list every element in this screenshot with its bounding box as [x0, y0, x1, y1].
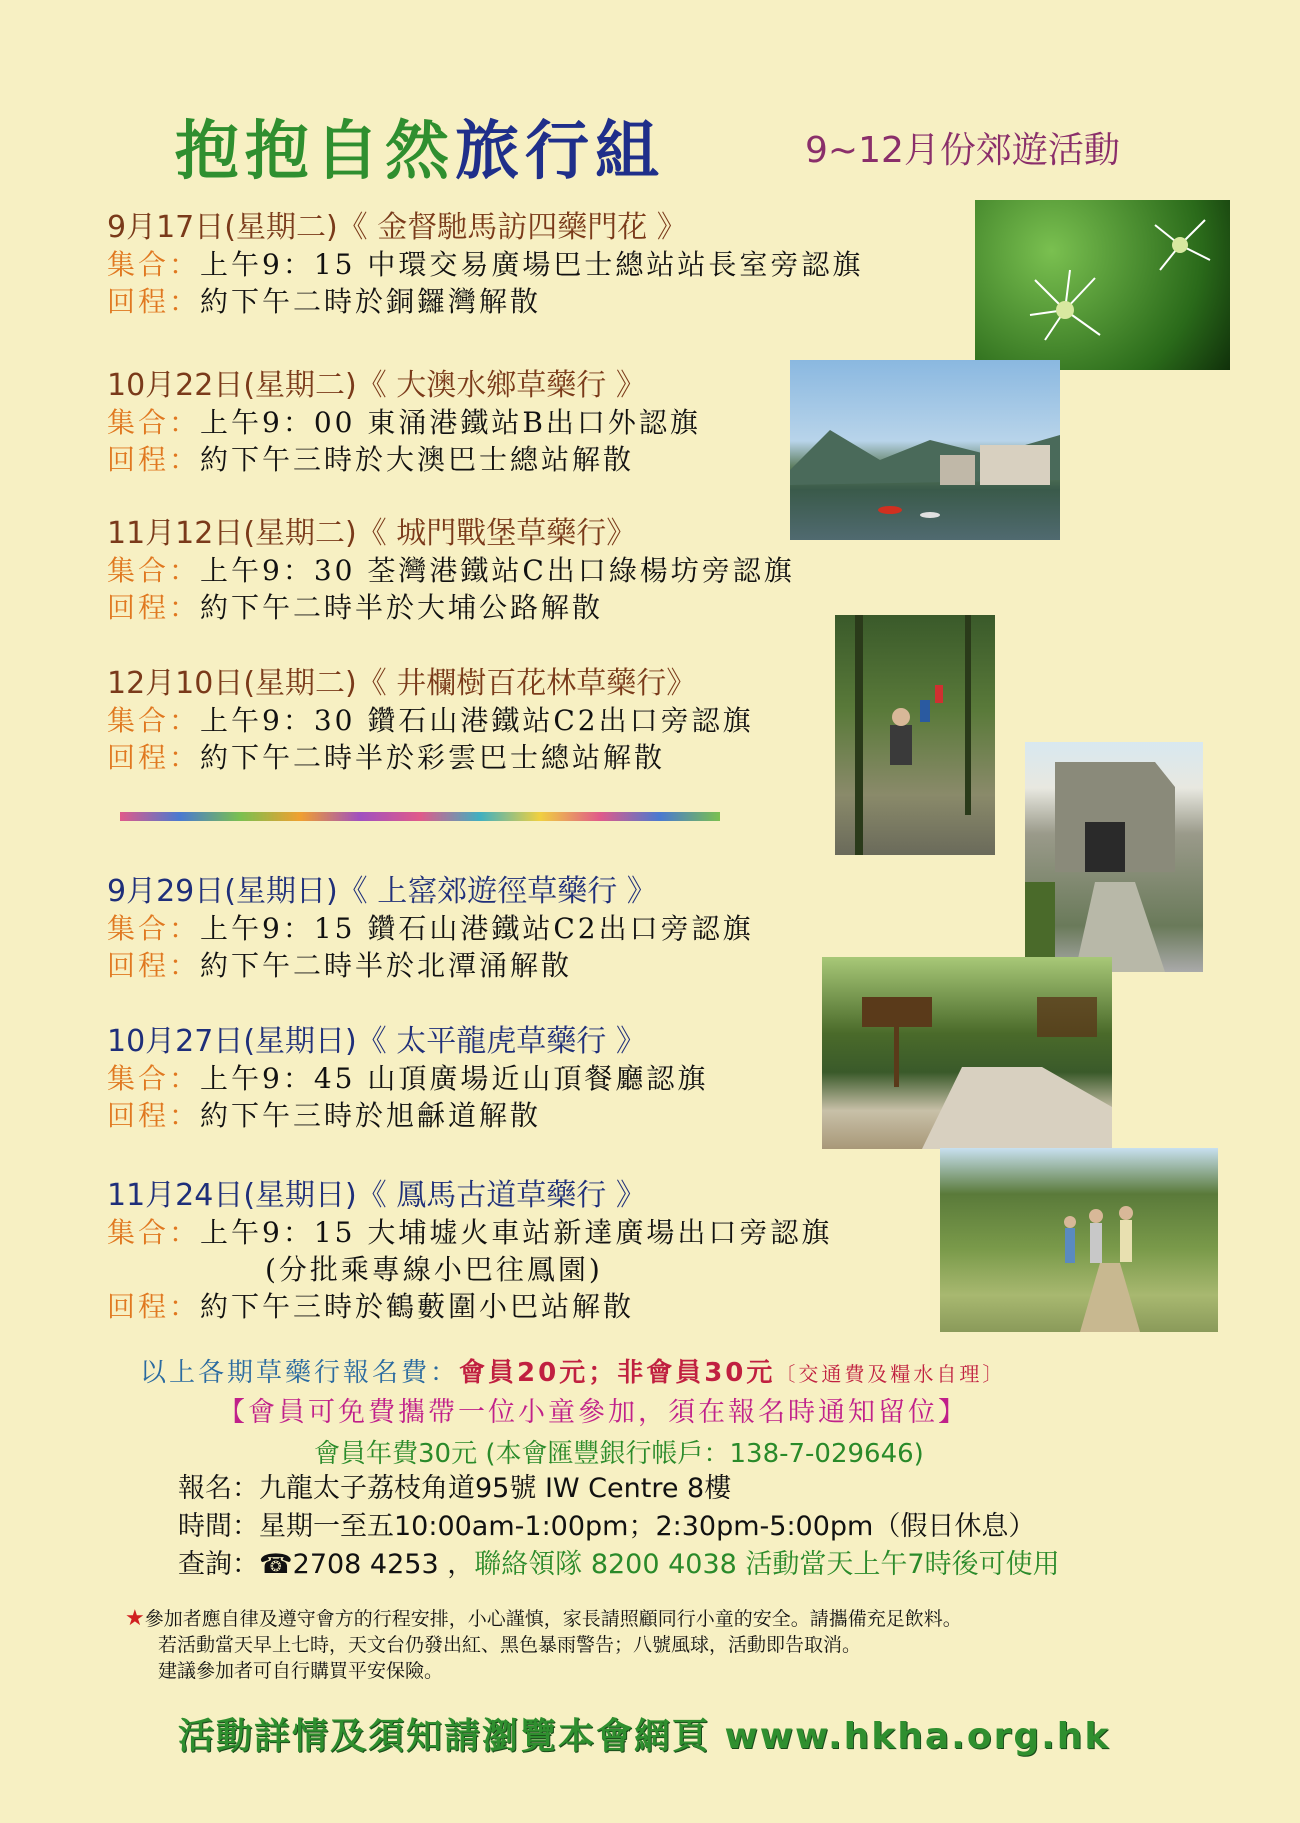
event-meet: 集合：上午9：30 荃灣港鐵站C出口綠楊坊旁認旗: [107, 554, 795, 587]
event-heading: 11月12日(星期二)《 城門戰堡草藥行》: [107, 516, 637, 551]
meet-label: 集合：: [107, 406, 201, 439]
event-return: 回程：約下午三時於鶴藪圍小巴站解散: [107, 1290, 635, 1323]
title-green: 抱抱自然: [175, 115, 455, 189]
fee-line: 以上各期草藥行報名費：會員20元；非會員30元〔交通費及糧水自理〕: [140, 1358, 1006, 1388]
flower-image: [975, 200, 1230, 370]
return-label: 回程：: [107, 1290, 201, 1323]
event-meet: 集合：上午9：15 鑽石山港鐵站C2出口旁認旗: [107, 912, 754, 945]
event-item: [107, 1024, 708, 1134]
meet-label: 集合：: [107, 1216, 201, 1249]
tai-o-photo: [790, 360, 1060, 540]
event-heading: 9月29日(星期日)《 上窰郊遊徑草藥行 》: [107, 874, 657, 909]
event-item: [107, 210, 863, 320]
event-meet: 集合：上午9：15 大埔墟火車站新達廣場出口旁認旗: [107, 1216, 833, 1249]
child-notice: 【會員可免費攜帶一位小童參加，須在報名時通知留位】: [218, 1397, 968, 1428]
note-line: ★參加者應自律及遵守會方的行程安排，小心謹慎，家長請照顧同行小童的安全。請攜備充足飲料。: [125, 1606, 962, 1631]
event-meet-extra: (分批乘專線小巴往鳳園): [265, 1253, 603, 1286]
event-meet: 集合：上午9：30 鑽石山港鐵站C2出口旁認旗: [107, 704, 754, 737]
annual-fee: 會員年費30元 (本會匯豐銀行帳戶：138-7-029646): [314, 1439, 924, 1469]
poster-subtitle: 9~12月份郊遊活動: [805, 130, 1120, 171]
phone-number: 2708 4253 ，: [292, 1549, 475, 1580]
fee-amounts: 會員20元；非會員30元: [459, 1358, 776, 1388]
event-item: [107, 368, 701, 478]
meadow-image: [940, 1148, 1218, 1332]
event-item: [107, 1178, 832, 1325]
steps-photo: [822, 957, 1112, 1149]
meet-label: 集合：: [107, 248, 201, 281]
poster-title: [175, 100, 665, 192]
event-meet: 集合：上午9：15 中環交易廣場巴士總站站長室旁認旗: [107, 248, 864, 281]
return-label: 回程：: [107, 1099, 201, 1132]
event-heading: 10月22日(星期二)《 大澳水鄉草藥行 》: [107, 368, 646, 403]
steps-image: [822, 957, 1112, 1149]
event-return: 回程：約下午二時半於大埔公路解散: [107, 591, 604, 624]
meet-label: 集合：: [107, 1062, 201, 1095]
event-heading: 12月10日(星期二)《 井欄樹百花林草藥行》: [107, 666, 697, 701]
fort-photo: [1025, 742, 1203, 972]
trail-photo: [835, 615, 995, 855]
meet-label: 集合：: [107, 912, 201, 945]
return-label: 回程：: [107, 285, 201, 318]
event-heading: 11月24日(星期日)《 鳳馬古道草藥行 》: [107, 1178, 646, 1213]
note-line: 若活動當天早上七時，天文台仍發出紅、黑色暴雨警告；八號風球，活動即告取消。: [158, 1634, 862, 1656]
event-item: [107, 516, 795, 626]
village-image: [790, 360, 1060, 540]
event-meet: 集合：上午9：45 山頂廣場近山頂餐廳認旗: [107, 1062, 709, 1095]
register-address: 報名：九龍太子荔枝角道95號 IW Centre 8樓: [178, 1473, 732, 1504]
event-heading: 10月27日(星期日)《 太平龍虎草藥行 》: [107, 1024, 646, 1059]
website-footer: 活動詳情及須知請瀏覽本會網頁 www.hkha.org.hk: [178, 1716, 1111, 1757]
enquiry-line: 查詢：☎2708 4253 ，聯絡領隊 8200 4038 活動當天上午7時後可使用: [178, 1549, 1060, 1580]
return-label: 回程：: [107, 591, 201, 624]
meet-label: 集合：: [107, 554, 201, 587]
star-icon: ★: [125, 1606, 145, 1631]
hikers-image: [835, 615, 995, 855]
event-return: 回程：約下午三時於旭龢道解散: [107, 1099, 542, 1132]
title-blue: 旅行組: [455, 115, 665, 189]
phone-icon: ☎: [259, 1549, 293, 1580]
section-divider: [120, 812, 720, 821]
event-return: 回程：約下午三時於大澳巴士總站解散: [107, 443, 635, 476]
event-meet: 集合：上午9：00 東涌港鐵站B出口外認旗: [107, 406, 701, 439]
event-heading: 9月17日(星期二)《 金督馳馬訪四藥門花 》: [107, 210, 687, 245]
return-label: 回程：: [107, 443, 201, 476]
meadow-photo: [940, 1148, 1218, 1332]
fort-image: [1025, 742, 1203, 972]
note-line: 建議參加者可自行購買平安保險。: [158, 1660, 444, 1682]
event-item: [107, 874, 754, 984]
leader-contact: 聯絡領隊 8200 4038 活動當天上午7時後可使用: [474, 1549, 1060, 1580]
event-return: 回程：約下午二時半於彩雲巴士總站解散: [107, 741, 666, 774]
return-label: 回程：: [107, 949, 201, 982]
event-return: 回程：約下午二時於銅鑼灣解散: [107, 285, 542, 318]
flower-photo: [975, 200, 1230, 370]
event-item: [107, 666, 754, 776]
office-hours: 時間：星期一至五10:00am-1:00pm；2:30pm-5:00pm（假日休息）: [178, 1511, 1036, 1542]
meet-label: 集合：: [107, 704, 201, 737]
return-label: 回程：: [107, 741, 201, 774]
event-return: 回程：約下午二時半於北潭涌解散: [107, 949, 573, 982]
